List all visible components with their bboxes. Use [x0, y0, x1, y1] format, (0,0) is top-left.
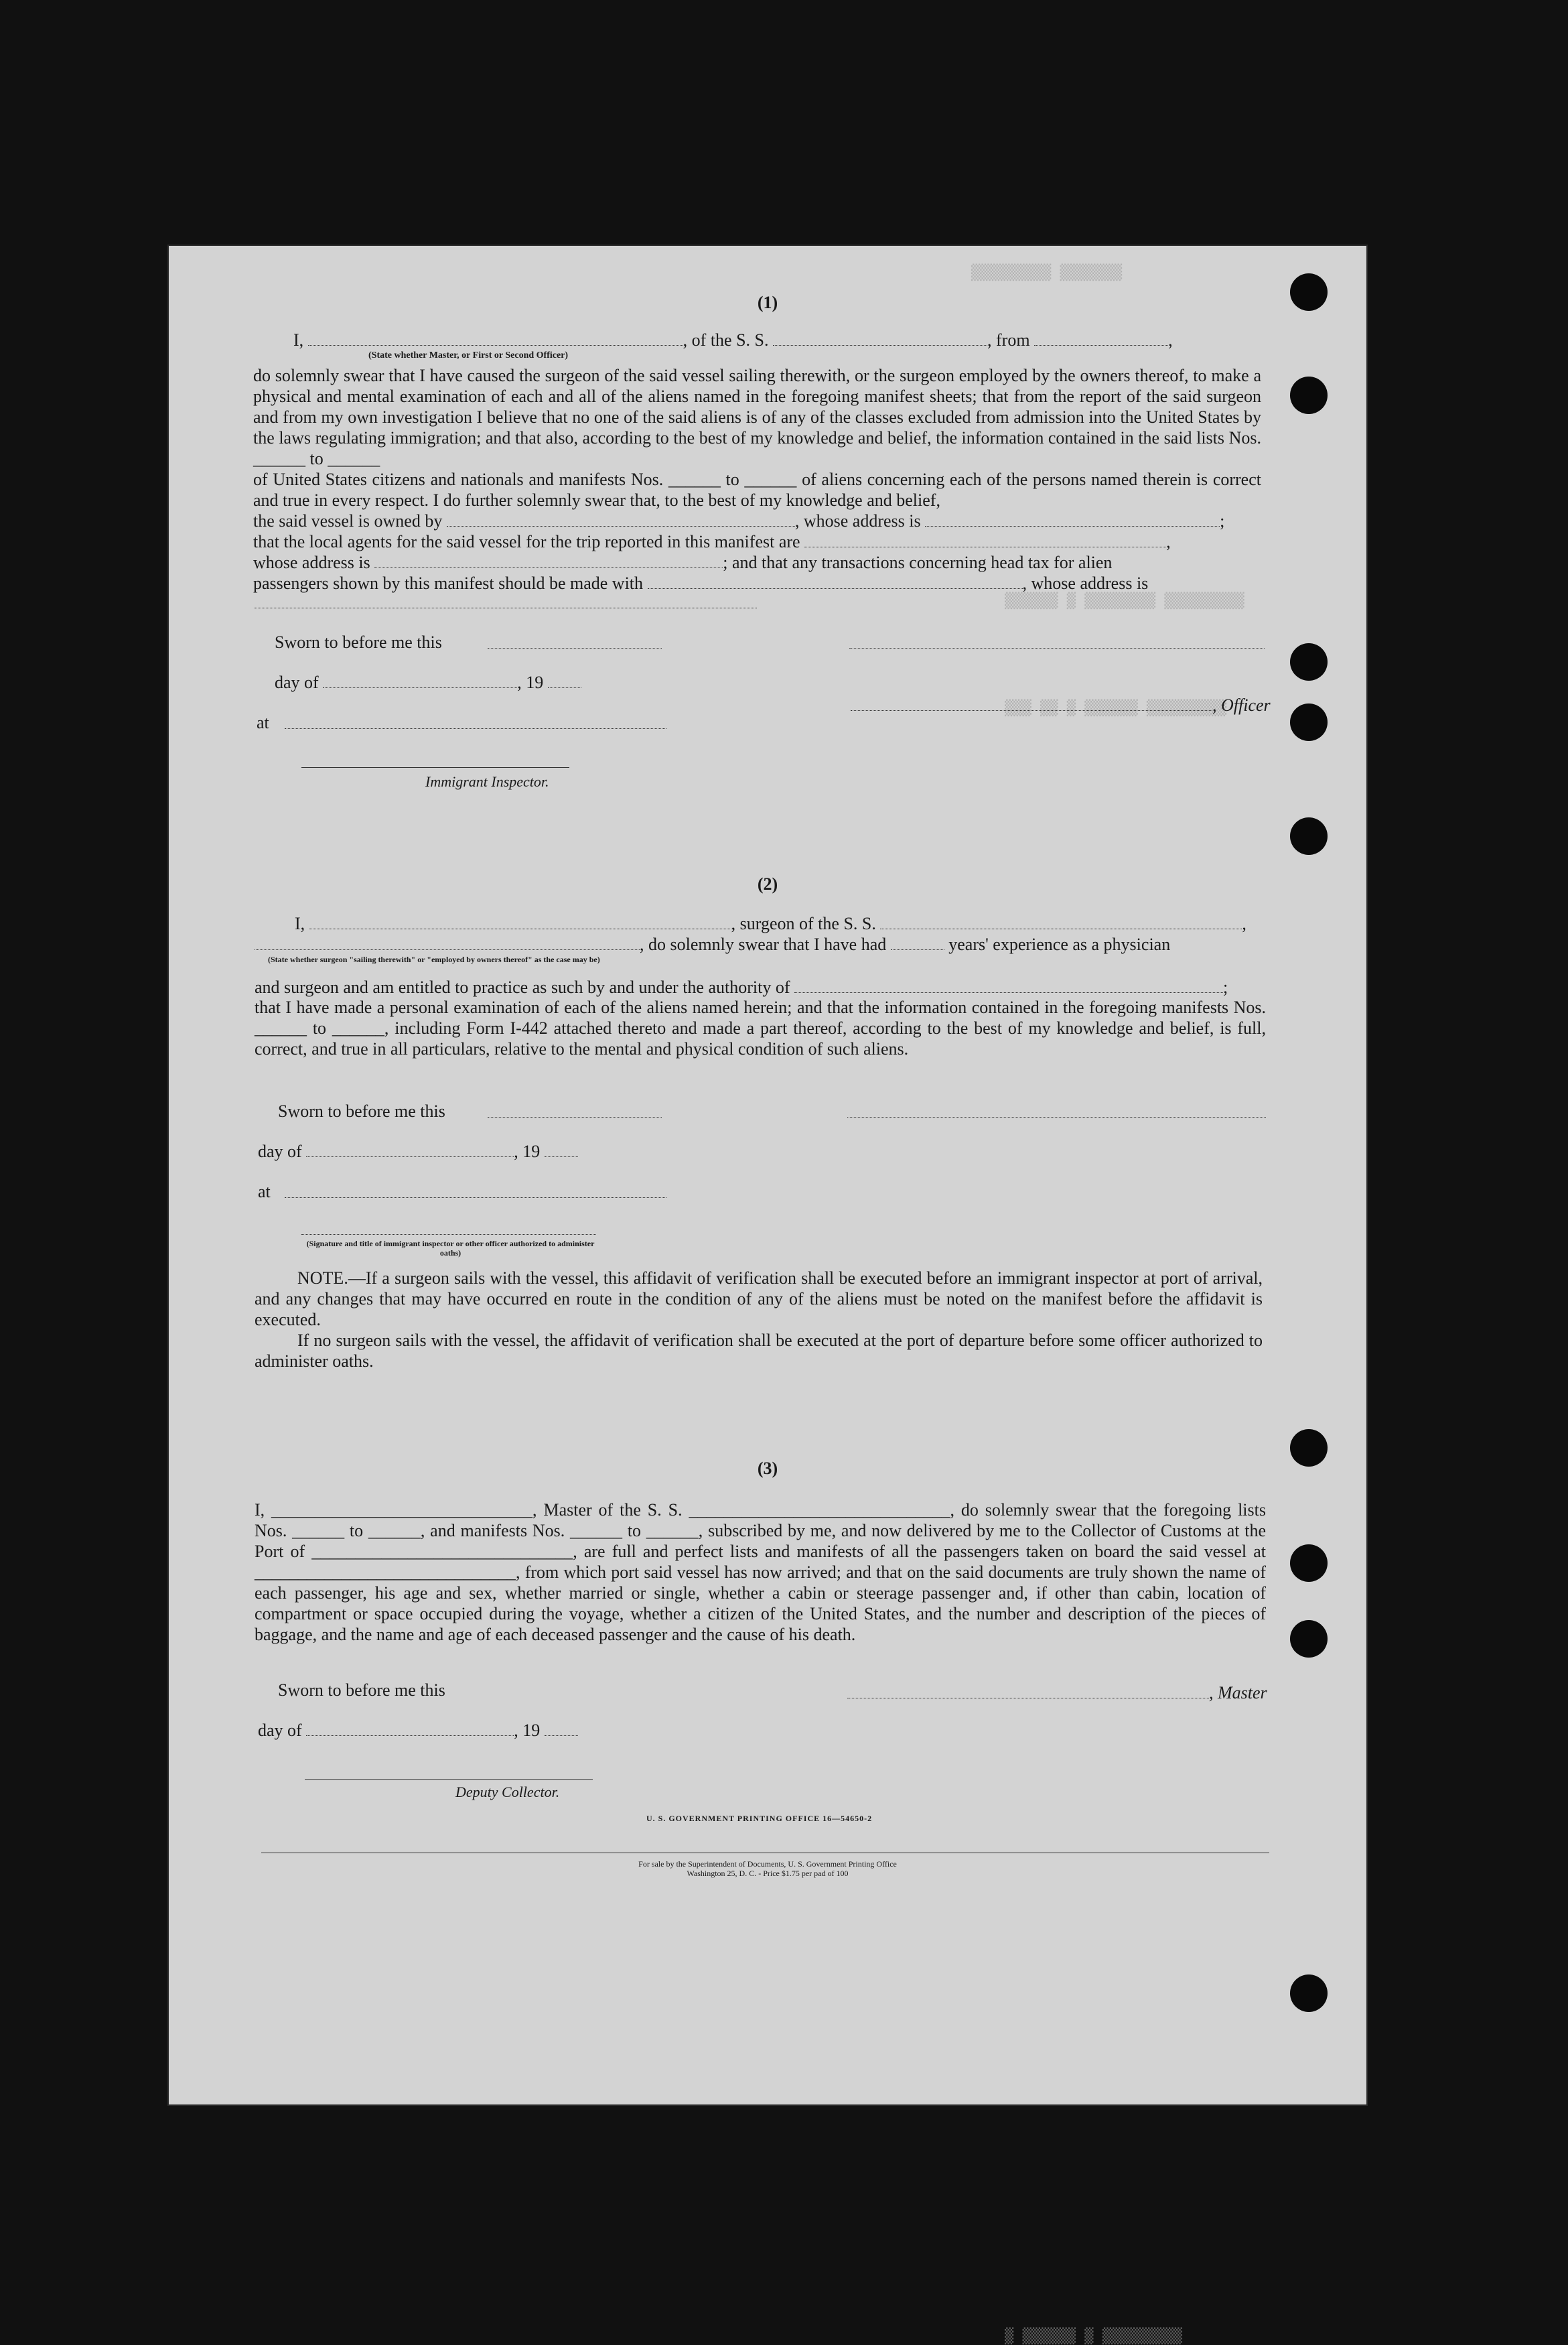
s1-year-field[interactable] [548, 674, 581, 688]
s3-deputy-signature-line[interactable] [305, 1779, 593, 1780]
s2-year-field[interactable] [545, 1143, 578, 1157]
s1-year-prefix: , 19 [517, 673, 544, 692]
s1-agents-label: that the local agents for the said vessel for the trip reported in this manifest are [253, 532, 800, 551]
s1-semicolon: ; [1220, 511, 1225, 531]
s1-day-field[interactable] [323, 674, 517, 688]
s1-vessel-field[interactable] [773, 332, 987, 346]
binder-hole-icon [1290, 377, 1328, 414]
s2-swear-text: , do solemnly swear that I have had [640, 935, 887, 954]
s2-sworn-field[interactable] [488, 1117, 662, 1118]
s1-sworn-field[interactable] [488, 648, 662, 649]
s2-semicolon: ; [1223, 978, 1228, 997]
bleed-through-text: ▒▒▒▒▒▒▒ ▒▒▒▒▒▒▒▒▒ [971, 265, 1123, 281]
bleed-through-text: ▒▒▒▒▒▒▒▒▒ ▒▒▒▒▒▒ ▒ ▒▒ ▒▒▒ [1005, 700, 1227, 717]
s2-years-label: years' experience as a physician [948, 935, 1171, 954]
s1-of-ss-label: , of the S. S. [683, 330, 769, 350]
s2-signature-note: (Signature and title of immigrant inspector or other officer authorized to administer oaths) [306, 1239, 595, 1258]
s2-surgeon-note: (State whether surgeon "sailing therewith" or "employed by owners thereof" as the case may be) [268, 955, 600, 964]
s2-day-of-label: day of [258, 1142, 302, 1161]
s1-at-field[interactable] [285, 728, 666, 729]
s1-owner-field[interactable] [447, 513, 795, 527]
binder-hole-icon [1290, 643, 1328, 681]
s1-head-tax-agent-field[interactable] [648, 575, 1023, 589]
section-2-heading: (2) [757, 874, 778, 894]
s1-day-line [275, 672, 581, 693]
s1-whose-label: whose address is [253, 553, 370, 572]
s1-sworn-label: Sworn to before me this [275, 632, 442, 652]
gpo-imprint: U. S. GOVERNMENT PRINTING OFFICE 16—54650-2 [646, 1814, 873, 1823]
section-1-heading: (1) [757, 293, 778, 312]
bleed-through-text: ▒▒▒▒▒▒▒▒▒ ▒ ▒▒▒▒▒▒ ▒ [1005, 2328, 1182, 2345]
s3-sworn-label: Sworn to before me this [278, 1680, 445, 1700]
s1-at-label: at [257, 713, 269, 732]
s1-head-tax-text: ; and that any transactions concerning head tax for alien [723, 553, 1113, 572]
s1-sworn-right-field[interactable] [849, 648, 1265, 649]
form-page [167, 245, 1368, 2345]
s1-agents-address-field[interactable] [374, 554, 723, 568]
s2-authority-field[interactable] [794, 979, 1223, 993]
s2-authority-label: and surgeon and am entitled to practice as such by and under the authority of [255, 978, 790, 997]
s3-master-line [847, 1682, 1267, 1703]
s2-line1 [295, 913, 1273, 934]
s1-agents-line [253, 531, 1265, 552]
s2-at-label: at [258, 1182, 271, 1201]
s1-agents-field[interactable] [804, 533, 1166, 547]
s2-line2 [255, 934, 1273, 955]
s2-at-field[interactable] [285, 1197, 666, 1198]
s1-owned-label: the said vessel is owned by [253, 511, 443, 531]
s1-owned-address-label: , whose address is [794, 511, 921, 531]
binder-hole-icon [1290, 1974, 1328, 2012]
s1-officer-field[interactable] [308, 332, 683, 346]
s1-owned-line [253, 511, 1265, 531]
s1-owner-address-field[interactable] [925, 513, 1220, 527]
s2-year-prefix: , 19 [514, 1142, 541, 1161]
binder-hole-icon [1290, 1544, 1328, 1582]
s3-master-signature-field[interactable] [847, 1684, 1209, 1698]
s2-surgeon-name-field[interactable] [309, 915, 731, 929]
s3-day-field[interactable] [306, 1722, 514, 1736]
s2-vessel-field[interactable] [880, 915, 1242, 929]
s3-deputy-label: Deputy Collector. [455, 1784, 560, 1800]
s2-paragraph: that I have made a personal examination of each of the aliens named herein; and that the information contained in the foregoing manifests Nos. ______ to ______, including Form I-442 attached thereto and made a part thereof, according to the best of my knowledge and belief, is full, correct, and true in all particulars, relative to the mental and physical condition of such aliens. [255, 998, 1266, 1059]
binder-hole-icon [1290, 1620, 1328, 1658]
s2-sworn-label: Sworn to before me this [278, 1101, 445, 1121]
section-3-heading: (3) [757, 1459, 778, 1478]
s2-surgeon-of-label: , surgeon of the S. S. [731, 914, 876, 933]
s2-status-field[interactable] [255, 936, 640, 950]
s2-note-1: NOTE.—If a surgeon sails with the vessel, this affidavit of verification shall be executed before an immigrant inspector at port of arrival, and any changes that may have occurred en route in the condition of any of the aliens must be noted on the manifest before the affidavit is executed. [255, 1268, 1263, 1329]
s2-inspector-signature-field[interactable] [301, 1234, 596, 1235]
sale-note-2: Washington 25, D. C. - Price $1.75 per pad of 100 [687, 1869, 849, 1878]
s2-years-field[interactable] [891, 936, 944, 950]
s1-passengers-address-label: , whose address is [1022, 574, 1149, 593]
s1-comma: , [1166, 532, 1171, 551]
s1-officer-label: , Officer [1212, 695, 1271, 715]
s3-year-prefix: , 19 [514, 1721, 541, 1740]
s3-paragraph: I, ______________________________, Master of the S. S. ______________________________, do solemnly swear that the foregoing lists Nos. ______ to ______, and manifests Nos. ______ to ______, subscribed by me, and now delivered by me to the Collector of Customs at the Port of ______________________________, are full and perfect lists and manifests of all the passengers taken on board the said vessel at ______________________________, from which port said vessel has now arrived; and that on the said documents are truly shown the name of each passenger, his age and sex, whether married or single, whether a cabin or steerage passenger and, if other than cabin, location of compartment or space occupied during the voyage, whether a citizen of the United States, and the number and description of the pieces of baggage, and the name and age of each deceased passenger and the cause of his death. [255, 1500, 1266, 1644]
s1-from-field[interactable] [1034, 332, 1168, 346]
s1-passengers-label: passengers shown by this manifest should be made with [253, 574, 644, 593]
s1-paragraph-1: do solemnly swear that I have caused the surgeon of the said vessel sailing therewith, or the surgeon employed by the owners thereof, to make a physical and mental examination of each and all of the aliens named in the foregoing manifest sheets; that from the report of the said surgeon and from my own investigation I believe that no one of the said aliens is of any of the classes excluded from admission into the United States by the laws regulating immigration; and that also, according to the best of my knowledge and belief, the information contained in the said lists Nos. ______ to ______ [253, 366, 1261, 468]
s1-from-label: , from [987, 330, 1030, 350]
s1-i-label: I, [293, 330, 304, 350]
s1-line1 [293, 330, 1432, 350]
s3-day-line [258, 1720, 578, 1741]
s2-comma: , [1242, 914, 1246, 933]
bleed-through-text: ▒▒▒▒▒▒▒▒▒ ▒▒▒▒▒▒▒▒ ▒ ▒▒▒▒▒▒ [1005, 593, 1244, 610]
s3-day-of-label: day of [258, 1721, 302, 1740]
binder-hole-icon [1290, 1429, 1328, 1467]
s2-i-label: I, [295, 914, 305, 933]
s1-whose-line [253, 552, 1265, 573]
s2-day-line [258, 1141, 578, 1162]
s1-inspector-label: Immigrant Inspector. [425, 773, 549, 790]
s1-day-of-label: day of [275, 673, 319, 692]
s1-officer-signature-field[interactable] [851, 697, 1212, 711]
binder-hole-icon [1290, 273, 1328, 311]
s1-inspector-signature-line[interactable] [301, 767, 569, 768]
binder-hole-icon [1290, 817, 1328, 855]
s1-comma: , [1168, 330, 1173, 350]
sale-note-1: For sale by the Superintendent of Documents, U. S. Government Printing Office [638, 1859, 897, 1869]
s3-year-field[interactable] [545, 1722, 578, 1736]
s2-signature-field[interactable] [847, 1117, 1266, 1118]
s2-note-2: If no surgeon sails with the vessel, the affidavit of verification shall be executed at the port of departure before some officer authorized to administer oaths. [255, 1331, 1263, 1371]
binder-hole-icon [1290, 704, 1328, 741]
s1-passengers-line [253, 573, 1265, 594]
s2-authority-line [255, 977, 1273, 998]
s3-master-label: , Master [1209, 1683, 1267, 1702]
s2-day-field[interactable] [306, 1143, 514, 1157]
s1-officer-line [851, 695, 1271, 716]
s1-paragraph-2: of United States citizens and nationals and manifests Nos. ______ to ______ of aliens concerning each of the persons named therein is correct and true in every respect. I do further solemnly swear that, to the best of my knowledge and belief, [253, 470, 1261, 510]
s1-master-note: (State whether Master, or First or Second Officer) [368, 350, 569, 360]
